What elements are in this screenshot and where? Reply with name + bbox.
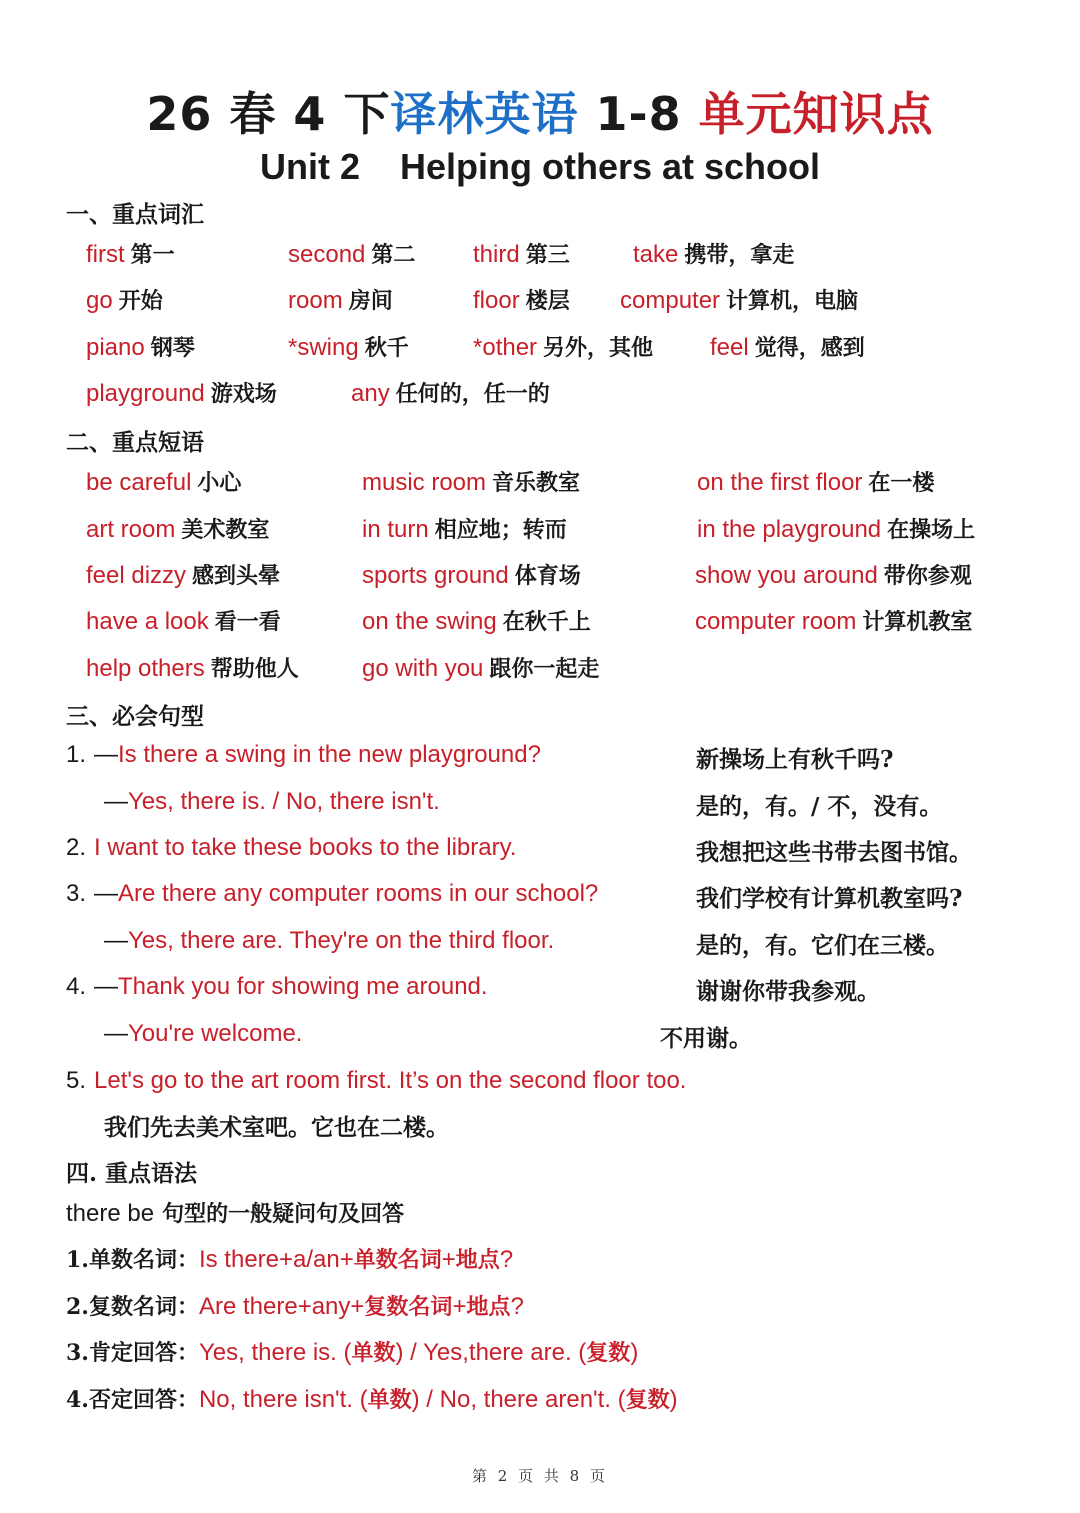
vocab-item: floor 楼层 (473, 287, 570, 314)
section-heading-vocab: 一、重点词汇 (66, 201, 204, 228)
section-heading-sentences: 三、必会句型 (66, 703, 204, 730)
phrase-item: sports ground 体育场 (362, 562, 581, 589)
vocab-item: first 第一 (86, 241, 175, 268)
vocab-item: piano 钢琴 (86, 334, 195, 361)
sentence-line: 2. I want to take these books to the library. (66, 834, 517, 861)
phrase-item: in the playground 在操场上 (697, 516, 976, 543)
sentence-line: —Yes, there is. / No, there isn't. (104, 788, 440, 815)
unit-number: Unit 2 (259, 146, 360, 187)
grammar-rule: 1.单数名词：Is there+a/an+单数名词+地点? (66, 1246, 514, 1273)
sentence-line: 5. Let's go to the art room first. It’s on the second floor too. (66, 1067, 687, 1094)
vocab-item: go 开始 (86, 287, 163, 314)
sentence-line: —You're welcome. (104, 1020, 303, 1047)
phrase-item: on the swing 在秋千上 (362, 608, 591, 635)
sentence-line: —Yes, there are. They're on the third floor. (104, 927, 555, 954)
sentence-translation: 我们学校有计算机教室吗? (696, 885, 963, 912)
phrase-item: music room 音乐教室 (362, 469, 581, 496)
vocab-item: *other 另外，其他 (473, 334, 654, 361)
title-part-2: 译林英语 (390, 87, 579, 141)
vocab-item: second 第二 (288, 241, 416, 268)
vocab-item: playground 游戏场 (86, 380, 277, 407)
phrase-item: show you around 带你参观 (695, 562, 972, 589)
sentence-translation: 是的，有。/ 不，没有。 (696, 793, 943, 820)
phrase-item: art room 美术教室 (86, 516, 270, 543)
page-title (0, 78, 1080, 144)
title-part-3: 1-8 (578, 87, 699, 141)
section-heading-grammar: 四. 重点语法 (66, 1160, 198, 1187)
sentence-line: 1. —Is there a swing in the new playground? (66, 741, 541, 768)
grammar-intro: there be 句型的一般疑问句及回答 (66, 1200, 405, 1227)
vocab-item: any 任何的，任一的 (351, 380, 550, 407)
sentence-translation: 我想把这些书带去图书馆。 (696, 839, 972, 866)
vocab-item: room 房间 (288, 287, 393, 314)
phrase-item: help others 帮助他人 (86, 655, 299, 682)
vocab-item: take 携带，拿走 (633, 241, 795, 268)
sentence-translation: 新操场上有秋千吗? (696, 746, 894, 773)
grammar-rule: 3.肯定回答：Yes, there is. (单数) / Yes,there are. (复数) (66, 1339, 639, 1366)
sentence-line: 4. —Thank you for showing me around. (66, 973, 488, 1000)
title-part-4: 单元知识点 (698, 87, 934, 141)
sentence-line: 3. —Are there any computer rooms in our school? (66, 880, 599, 907)
phrase-item: have a look 看一看 (86, 608, 281, 635)
page-footer: 第 2 页 共 8 页 (472, 1467, 608, 1485)
unit-subtitle (0, 146, 1080, 188)
sentence-translation: 不用谢。 (660, 1025, 752, 1052)
sentence-translation: 是的，有。它们在三楼。 (696, 932, 949, 959)
sentence-translation: 我们先去美术室吧。它也在二楼。 (104, 1114, 449, 1141)
phrase-item: go with you 跟你一起走 (362, 655, 600, 682)
grammar-rule: 4.否定回答：No, there isn't. (单数) / No, there aren't. (复数) (66, 1386, 678, 1413)
title-part-1: 26 春 4 下 (146, 87, 391, 141)
vocab-item: *swing 秋千 (288, 334, 409, 361)
vocab-item: third 第三 (473, 241, 570, 268)
phrase-item: be careful 小心 (86, 469, 242, 496)
sentence-translation: 谢谢你带我参观。 (696, 978, 880, 1005)
phrase-item: in turn 相应地；转而 (362, 516, 567, 543)
vocab-item: feel 觉得，感到 (710, 334, 865, 361)
section-heading-phrases: 二、重点短语 (66, 429, 204, 456)
phrase-item: computer room 计算机教室 (695, 608, 973, 635)
vocab-item: computer 计算机，电脑 (620, 287, 859, 314)
grammar-rule: 2.复数名词：Are there+any+复数名词+地点? (66, 1293, 524, 1320)
unit-topic: Helping others at school (399, 146, 821, 187)
phrase-item: feel dizzy 感到头晕 (86, 562, 281, 589)
phrase-item: on the first floor 在一楼 (697, 469, 935, 496)
